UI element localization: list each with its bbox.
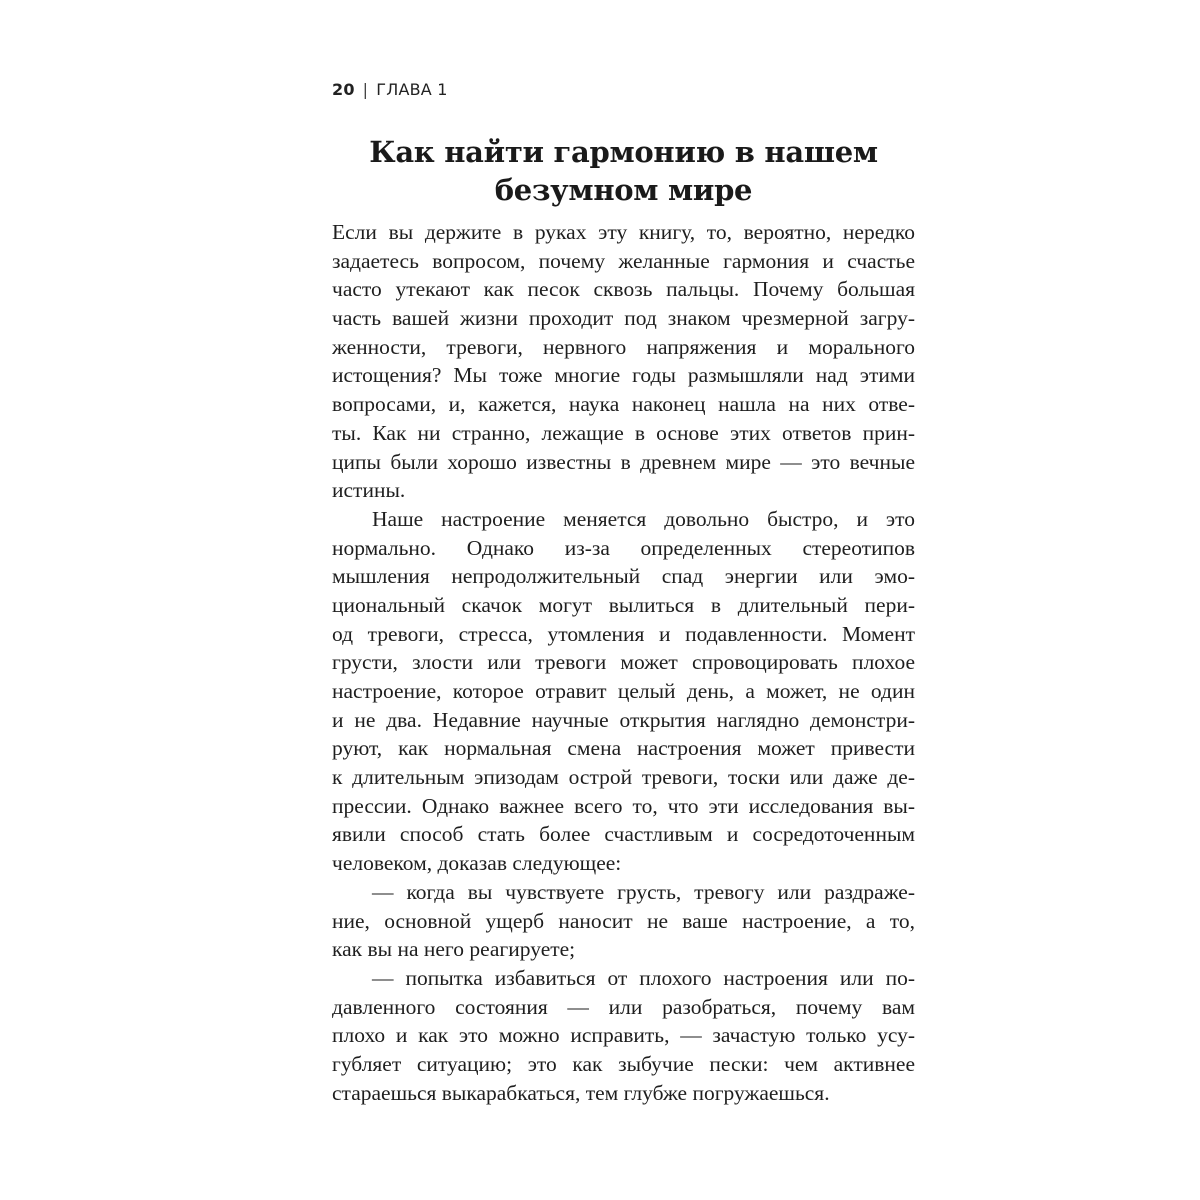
body-line: вопросами, и, кажется, наука наконец нашла на них отве-: [332, 392, 915, 417]
body-line: плохо и как это можно исправить, — зачастую только усу-: [332, 1023, 915, 1048]
body-line: — попытка избавиться от плохого настроения или по-: [372, 965, 915, 990]
body-line: ние, основной ущерб наносит не ваше настроение, а то,: [332, 908, 915, 933]
body-line: задаетесь вопросом, почему желанные гармония и счастье: [332, 248, 915, 273]
body-line: как вы на него реагируете;: [332, 937, 576, 962]
body-line: Если вы держите в руках эту книгу, то, вероятно, нередко: [332, 220, 915, 244]
body-line: Наше настроение меняется довольно быстро, и это: [372, 506, 915, 531]
body-line: часть вашей жизни проходит под знаком чрезмерной загру-: [332, 306, 915, 331]
body-line: ты. Как ни странно, лежащие в основе этих ответов прин-: [332, 420, 915, 445]
page-number: 20: [332, 80, 355, 99]
body-line: ципы были хорошо известны в древнем мире — это вечные: [332, 449, 915, 474]
body-line: женности, тревоги, нервного напряжения и морального: [332, 334, 915, 359]
body-line: од тревоги, стресса, утомления и подавленности. Момент: [332, 621, 915, 646]
running-head: [332, 80, 448, 99]
body-line: мышления непродолжительный спад энергии или эмо-: [332, 564, 915, 589]
body-line: часто утекают как песок сквозь пальцы. Почему большая: [332, 277, 915, 302]
body-line: стараешься выкарабкаться, тем глубже погружаешься.: [332, 1080, 830, 1105]
body-line: настроение, которое отравит целый день, а может, не один: [332, 679, 915, 703]
body-line: истощения? Мы тоже многие годы размышляли над этими: [332, 363, 915, 388]
section-title: [332, 133, 915, 209]
body-line: губляет ситуацию; это как зыбучие пески: чем активнее: [332, 1051, 915, 1076]
body-line: к длительным эпизодам острой тревоги, тоски или даже де-: [332, 765, 915, 790]
body-line: циональный скачок могут вылиться в длительный пери-: [332, 592, 915, 617]
chapter-label: ГЛАВА 1: [376, 80, 448, 99]
body-line: прессии. Однако важнее всего то, что эти исследования вы-: [332, 793, 915, 818]
body-line: истины.: [332, 478, 406, 503]
body-line: — когда вы чувствуете грусть, тревогу или раздраже-: [372, 879, 915, 904]
body-line: руют, как нормальная смена настроения может привести: [332, 736, 915, 761]
body-line: давленного состояния — или разобраться, почему вам: [332, 994, 915, 1019]
body-line: нормально. Однако из-за определенных стереотипов: [332, 535, 915, 560]
running-head-separator: |: [362, 80, 369, 99]
body-line: грусти, злости или тревоги может спровоцировать плохое: [332, 650, 915, 675]
section-title-line-1: Как найти гармонию в нашем: [369, 135, 878, 169]
body-text: [332, 218, 915, 1107]
body-line: и не два. Недавние научные открытия наглядно демонстри-: [332, 707, 915, 732]
body-line: человеком, доказав следующее:: [332, 851, 622, 876]
section-title-line-2: безумном мире: [494, 173, 753, 207]
body-line: явили способ стать более счастливым и сосредоточенным: [332, 822, 915, 847]
